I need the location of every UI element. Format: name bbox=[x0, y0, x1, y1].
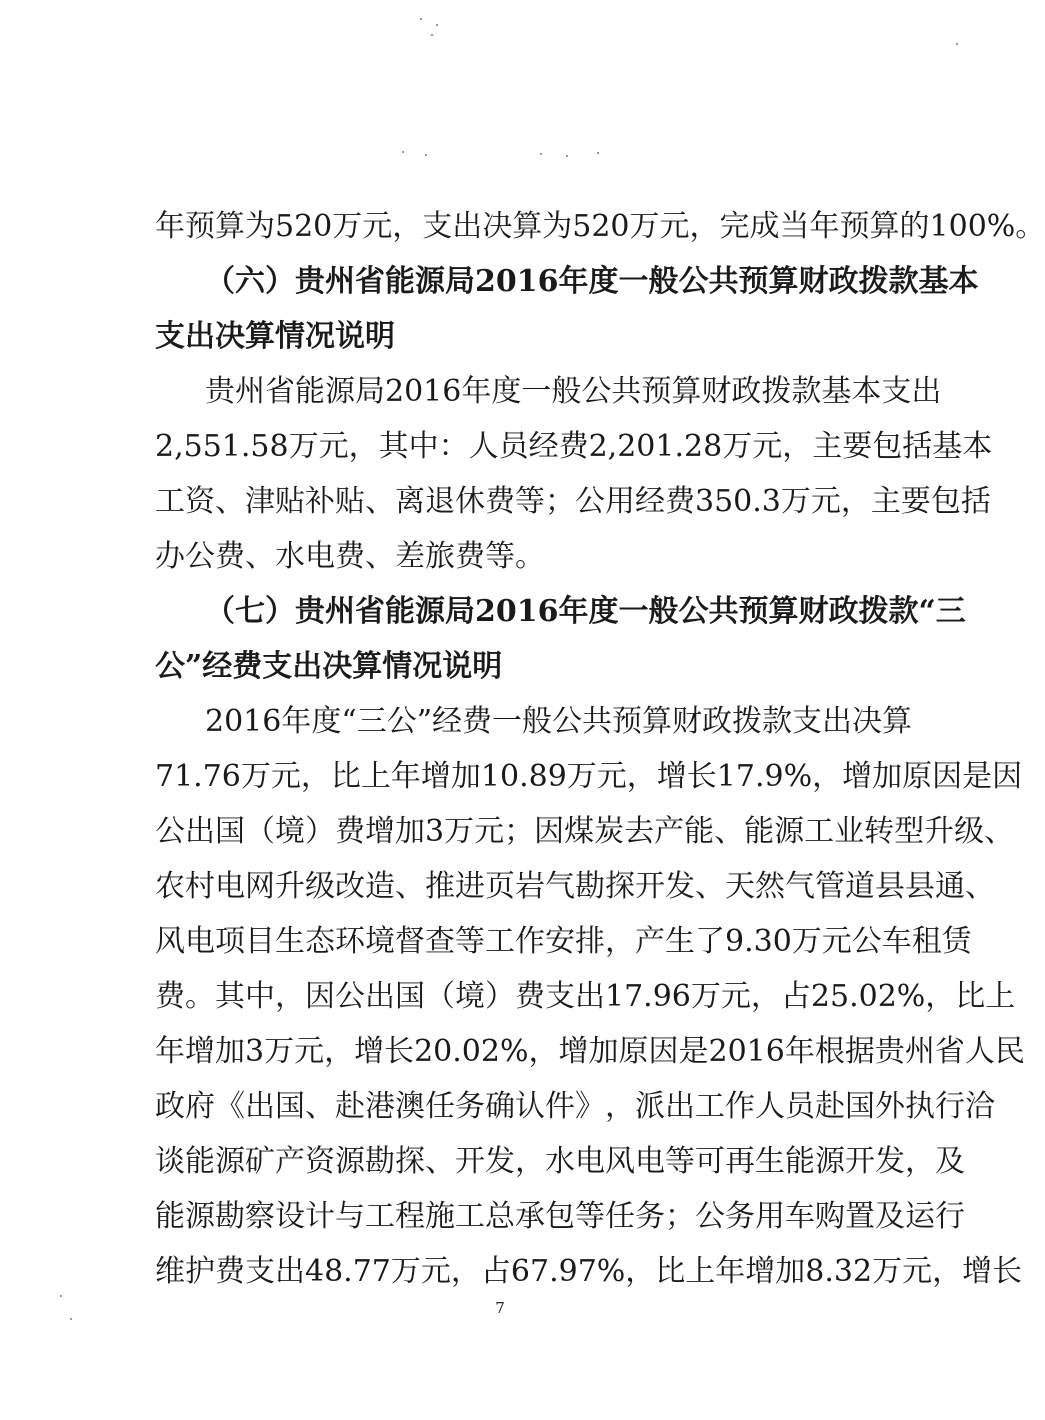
scan-speck bbox=[425, 154, 427, 156]
text-line: 能 源 勘 察 设 计 与 工 程 施 工 总 承 包 等 任 务 ； 公 务 用 车 购 置 及 运 行 bbox=[155, 1199, 965, 1234]
section-heading-7-line-1: （ 七 ） 贵 州 省 能 源 局 2016 年 度 一 般 公 共 预 算 财 政 拨 款 “ 三 bbox=[205, 594, 966, 629]
page-number: 7 bbox=[495, 1299, 505, 1317]
text-line: 农 村 电 网 升 级 改 造 、 推 进 页 岩 气 勘 探 开 发 、 天 然 气 管 道 县 县 通 、 bbox=[155, 869, 995, 904]
text-line: 费 。 其 中 ， 因 公 出 国 （ 境 ） 费 支 出 17.96 万 元 ， 占 25.02% ， 比 上 bbox=[155, 979, 1016, 1014]
text-line: 贵 州 省 能 源 局 2016 年 度 一 般 公 共 预 算 财 政 拨 款 基 本 支 出 bbox=[205, 374, 942, 409]
text-line: 71.76 万 元 ， 比 上 年 增 加 10.89 万 元 ， 增 长 17.9% ， 增 加 原 因 是 因 bbox=[155, 759, 1023, 794]
scan-speck bbox=[420, 18, 422, 20]
scan-speck bbox=[956, 43, 958, 45]
scan-speck bbox=[70, 1318, 72, 1320]
scan-speck bbox=[597, 152, 599, 154]
text-line: 谈 能 源 矿 产 资 源 勘 探 、 开 发 ， 水 电 风 电 等 可 再 生 能 源 开 发 ， 及 bbox=[155, 1144, 965, 1179]
section-heading-7-line-2: 公”经费支出决算情况说明 bbox=[155, 649, 503, 684]
scan-speck bbox=[402, 151, 404, 153]
text-line: 工 资 、 津 贴 补 贴 、 离 退 休 费 等 ； 公 用 经 费 350.3 万 元 ， 主 要 包 括 bbox=[155, 484, 991, 519]
scan-speck bbox=[431, 34, 433, 36]
text-line: 政 府 《 出 国 、 赴 港 澳 任 务 确 认 件 》 ， 派 出 工 作 人 员 赴 国 外 执 行 洽 bbox=[155, 1089, 995, 1124]
text-line: 2016 年 度 “ 三 公 ” 经 费 一 般 公 共 预 算 财 政 拨 款 支 出 决 算 bbox=[205, 704, 913, 739]
scan-speck bbox=[60, 1295, 62, 1297]
scan-speck bbox=[436, 24, 438, 26]
text-line: 维 护 费 支 出 48.77 万 元 ， 占 67.97% ， 比 上 年 增 加 8.32 万 元 ， 增 长 bbox=[155, 1254, 1023, 1289]
text-line: 公 出 国 （ 境 ） 费 增 加 3 万 元 ； 因 煤 炭 去 产 能 、 能 源 工 业 转 型 升 级 、 bbox=[155, 814, 1015, 849]
text-line: 2,551.58 万 元 ， 其 中 ： 人 员 经 费 2,201.28 万 元 ， 主 要 包 括 基 本 bbox=[155, 429, 993, 464]
text-line: 办公费、水电费、差旅费等。 bbox=[155, 539, 545, 574]
text-line: 年 增 加 3 万 元 ， 增 长 20.02% ， 增 加 原 因 是 2016 年 根 据 贵 州 省 人 民 bbox=[155, 1034, 1025, 1069]
section-heading-6-line-1: （ 六 ） 贵 州 省 能 源 局 2016 年 度 一 般 公 共 预 算 财 政 拨 款 基 本 bbox=[205, 264, 979, 299]
scan-speck bbox=[566, 155, 568, 157]
text-line: 年预算为520万元，支出决算为520万元，完成当年预算的100%。 bbox=[155, 209, 1045, 244]
text-line: 风 电 项 目 生 态 环 境 督 查 等 工 作 安 排 ， 产 生 了 9.30 万 元 公 车 租 赁 bbox=[155, 924, 972, 959]
scan-speck bbox=[540, 153, 542, 155]
section-heading-6-line-2: 支出决算情况说明 bbox=[155, 319, 395, 354]
